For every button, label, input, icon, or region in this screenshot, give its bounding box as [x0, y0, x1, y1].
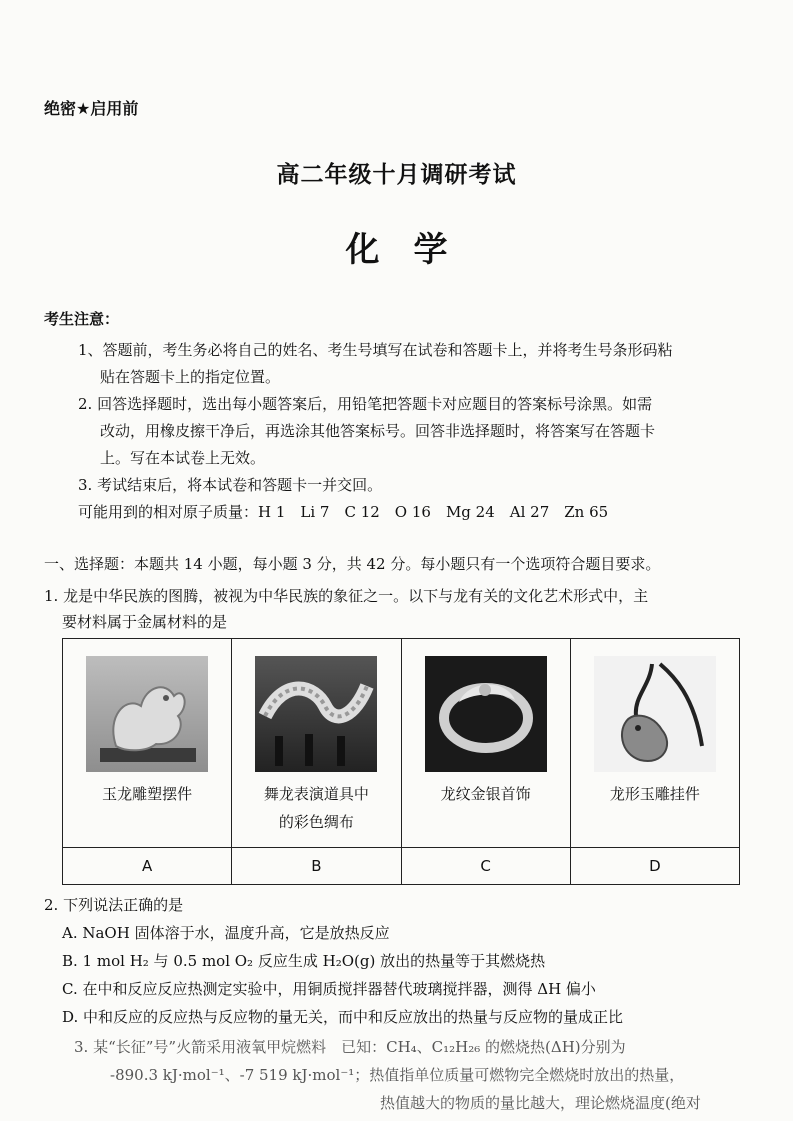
q2-option-c: C. 在中和反应反应热测定实验中，用铜质搅拌器替代玻璃搅拌器，测得 ΔH 偏小 [62, 980, 596, 998]
option-d-caption: 龙形玉雕挂件 [609, 785, 700, 803]
jade-dragon-pendant-image [594, 656, 716, 772]
option-b-caption-line1: 舞龙表演道具中 [263, 785, 369, 803]
q2-option-d: D. 中和反应的反应热与反应物的量无关，而中和反应放出的热量与反应物的量成正比 [62, 1008, 624, 1026]
subject-title: 化学 [345, 230, 482, 270]
q1-stem-line2: 要材料属于金属材料的是 [62, 613, 228, 631]
option-cell-c [401, 639, 570, 848]
dragon-ring-image [425, 656, 547, 772]
option-letter-c: C [401, 848, 570, 885]
option-letter-a: A [63, 848, 232, 885]
option-a-caption: 玉龙雕塑摆件 [102, 785, 193, 803]
section-heading: 一、选择题：本题共 14 小题，每小题 3 分，共 42 分。每小题只有一个选项符合题目要求。 [44, 555, 661, 573]
q1-options-table [62, 638, 740, 885]
notice-heading: 考生注意： [44, 310, 120, 328]
notice-line-4: 改动，用橡皮擦干净后，再选涂其他答案标号。回答非选择题时，将答案写在答题卡 [100, 422, 656, 440]
option-cell-d [570, 639, 739, 848]
option-b-caption-line2: 的彩色绸布 [278, 813, 354, 831]
option-letter-b: B [232, 848, 401, 885]
notice-line-5: 上。写在本试卷上无效。 [100, 449, 266, 467]
atomic-mass-line: 可能用到的相对原子质量：H 1 Li 7 C 12 O 16 Mg 24 Al 27 Zn 65 [78, 503, 609, 521]
notice-line-1: 1、答题前，考生务必将自己的姓名、考生号填写在试卷和答题卡上，并将考生号条形码粘 [78, 341, 673, 359]
jade-dragon-sculpture-image [86, 656, 208, 772]
notice-line-2: 贴在答题卡上的指定位置。 [100, 368, 281, 386]
notice-line-6: 3. 考试结束后，将本试卷和答题卡一并交回。 [78, 476, 383, 494]
q3-stem-line3: 热值越大的物质的量比越大，理论燃烧温度(绝对 [380, 1094, 701, 1112]
q2-option-a: A. NaOH 固体溶于水，温度升高，它是放热反应 [62, 924, 390, 942]
dragon-dance-image [255, 656, 377, 772]
exam-title: 高二年级十月调研考试 [276, 161, 517, 188]
q3-stem-line1: 3. 某“长征”号”火箭采用液氧甲烷燃料 已知：CH₄、C₁₂H₂₆ 的燃烧热(ΔH)分别为 [74, 1038, 626, 1056]
confidential-label: 绝密★启用前 [44, 99, 139, 118]
q3-stem-line2: -890.3 kJ·mol⁻¹、-7 519 kJ·mol⁻¹；热值指单位质量可燃物完全燃烧时放出的热量， [110, 1066, 685, 1084]
notice-line-3: 2. 回答选择题时，选出每小题答案后，用铅笔把答题卡对应题目的答案标号涂黑。如需 [78, 395, 653, 413]
option-cell-b [232, 639, 401, 848]
q1-stem-line1: 1. 龙是中华民族的图腾，被视为中华民族的象征之一。以下与龙有关的文化艺术形式中，主 [44, 587, 649, 605]
option-c-caption: 龙纹金银首饰 [440, 785, 531, 803]
q2-option-b: B. 1 mol H₂ 与 0.5 mol O₂ 反应生成 H₂O(g) 放出的热量等于其燃烧热 [62, 952, 546, 970]
option-letter-d: D [570, 848, 739, 885]
q2-stem: 2. 下列说法正确的是 [44, 896, 184, 914]
option-cell-a [63, 639, 232, 848]
